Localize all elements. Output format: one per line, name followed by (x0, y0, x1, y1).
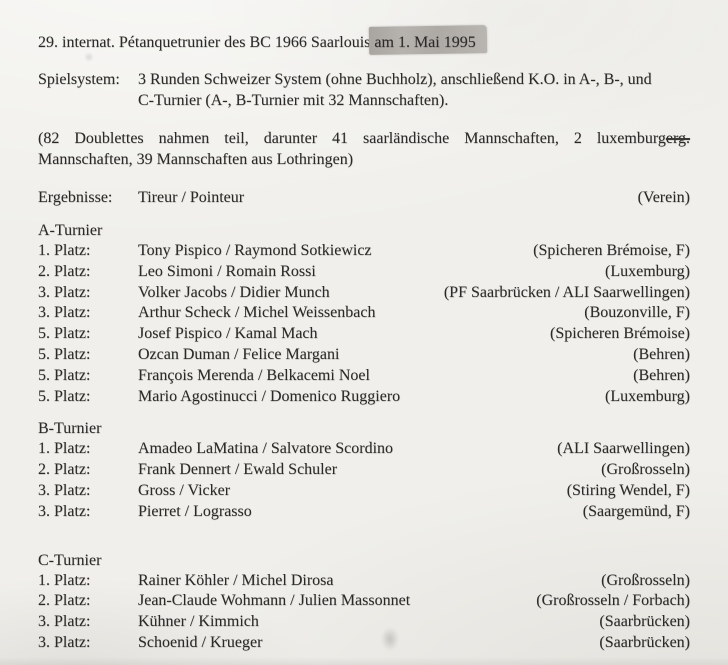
tournament-sections (38, 220, 690, 654)
club-name: (Saarbrücken) (599, 633, 690, 651)
participants-line-1-text: (82 Doublettes nahmen teil, darunter 41 saarländische Mannschaften, 2 luxemburg (38, 130, 666, 147)
result-row (38, 324, 690, 345)
tournament-section (38, 220, 690, 407)
club-name: (Spicheren Brémoise, F) (533, 242, 690, 259)
rank-label: 2. Platz: (38, 461, 91, 479)
rank-label: 1. Platz: (38, 440, 91, 458)
section-rows (38, 571, 690, 654)
players-names: Volker Jacobs / Didier Munch (138, 283, 330, 301)
club-name: (PF Saarbrücken / ALI Saarwellingen) (443, 283, 690, 301)
players-names: Pierret / Lograsso (138, 502, 252, 520)
club-name: (Luxemburg) (604, 387, 690, 405)
section-title: B-Turnier (38, 420, 102, 438)
rank-label: 1. Platz: (38, 571, 91, 589)
section-title: C-Turnier (38, 551, 102, 569)
result-row (38, 481, 690, 502)
club-name: (Spicheren Brémoise) (550, 325, 690, 343)
result-row (38, 366, 690, 387)
result-row (38, 502, 690, 523)
results-header-label: Ergebnisse: (38, 189, 113, 206)
rank-label: 3. Platz: (38, 502, 91, 520)
players-names: Arthur Scheck / Michel Weissenbach (138, 304, 376, 322)
players-names: Leo Simoni / Romain Rossi (138, 262, 316, 280)
rank-label: 5. Platz: (38, 387, 91, 405)
rank-label: 5. Platz: (38, 366, 91, 384)
rank-label: 3. Platz: (38, 304, 91, 322)
marker-highlight (374, 34, 475, 51)
results-header-club-column: (Verein) (637, 189, 690, 206)
rank-label: 5. Platz: (38, 325, 91, 343)
spielsystem-line-1: 3 Runden Schweizer System (ohne Buchholz), anschließend K.O. in A-, B-, und (138, 71, 652, 88)
rank-label: 3. Platz: (38, 613, 91, 631)
section-rows (38, 439, 690, 522)
scan-artifact-smudge (381, 627, 399, 651)
result-row (38, 591, 690, 612)
club-name: (Behren) (633, 345, 690, 363)
result-row (38, 303, 690, 324)
scan-edge-shadow (0, 657, 728, 665)
spielsystem-text (138, 69, 652, 111)
participants-line-2: Mannschaften, 39 Mannschaften aus Lothringen) (38, 151, 354, 168)
participants-paragraph (38, 128, 690, 170)
players-names: François Merenda / Belkacemi Noel (138, 366, 370, 384)
club-name: (Bouzonville, F) (584, 304, 690, 322)
players-names: Josef Pispico / Kamal Mach (138, 325, 318, 343)
club-name: (Großrosseln) (601, 571, 690, 589)
result-row (38, 241, 690, 262)
result-row (38, 460, 690, 481)
title-highlighted-date: am 1. Mai 1995 (374, 34, 476, 51)
players-names: Frank Dennert / Ewald Schuler (138, 461, 338, 479)
result-row (38, 283, 690, 304)
result-row (38, 633, 690, 654)
title-text: 29. internat. Pétanquetrunier des BC 1966 Saarlouis (38, 34, 375, 51)
club-name: (Saarbrücken) (599, 613, 690, 631)
rank-label: 1. Platz: (38, 242, 91, 259)
players-names: Kühner / Kimmich (138, 613, 259, 631)
club-name: (ALI Saarwellingen) (557, 440, 690, 458)
players-names: Tony Pispico / Raymond Sotkiewicz (138, 242, 372, 259)
spielsystem-line-2: C-Turnier (A-, B-Turnier mit 32 Mannschaften). (138, 92, 449, 109)
tournament-section (38, 550, 690, 654)
participants-line-1 (38, 128, 690, 149)
result-row (38, 387, 690, 408)
rank-label: 3. Platz: (38, 283, 91, 301)
rank-label: 5. Platz: (38, 345, 91, 363)
results-header-columns: Tireur / Pointeur (138, 189, 245, 206)
spielsystem-row (38, 69, 690, 111)
result-row (38, 439, 690, 460)
players-names: Jean-Claude Wohmann / Julien Massonnet (138, 592, 411, 610)
section-title: A-Turnier (38, 222, 103, 239)
rank-label: 3. Platz: (38, 481, 91, 499)
section-rows (38, 241, 690, 407)
club-name: (Luxemburg) (604, 262, 690, 280)
club-name: (Stiring Wendel, F) (566, 481, 690, 499)
players-names: Ozcan Duman / Felice Margani (138, 345, 340, 363)
club-name: (Großrosseln / Forbach) (536, 592, 690, 610)
result-row (38, 345, 690, 366)
rank-label: 3. Platz: (38, 633, 91, 651)
players-names: Mario Agostinucci / Domenico Ruggiero (138, 387, 401, 405)
club-name: (Großrosseln) (601, 461, 690, 479)
result-row (38, 612, 690, 633)
rank-label: 2. Platz: (38, 592, 91, 610)
players-names: Schoenid / Krueger (138, 633, 263, 651)
rank-label: 2. Platz: (38, 262, 91, 280)
tournament-section (38, 418, 690, 522)
players-names: Amadeo LaMatina / Salvatore Scordino (138, 440, 394, 458)
result-row (38, 262, 690, 283)
strikethrough-correction: erg. (665, 130, 690, 147)
document-title (38, 33, 690, 53)
players-names: Gross / Vicker (138, 481, 231, 499)
results-header-row (38, 187, 690, 208)
players-names: Rainer Köhler / Michel Dirosa (138, 571, 334, 589)
spielsystem-label: Spielsystem: (38, 71, 120, 88)
club-name: (Saargemünd, F) (582, 502, 690, 520)
scan-artifact-dot (84, 52, 94, 62)
result-row (38, 571, 690, 592)
club-name: (Behren) (633, 366, 690, 384)
